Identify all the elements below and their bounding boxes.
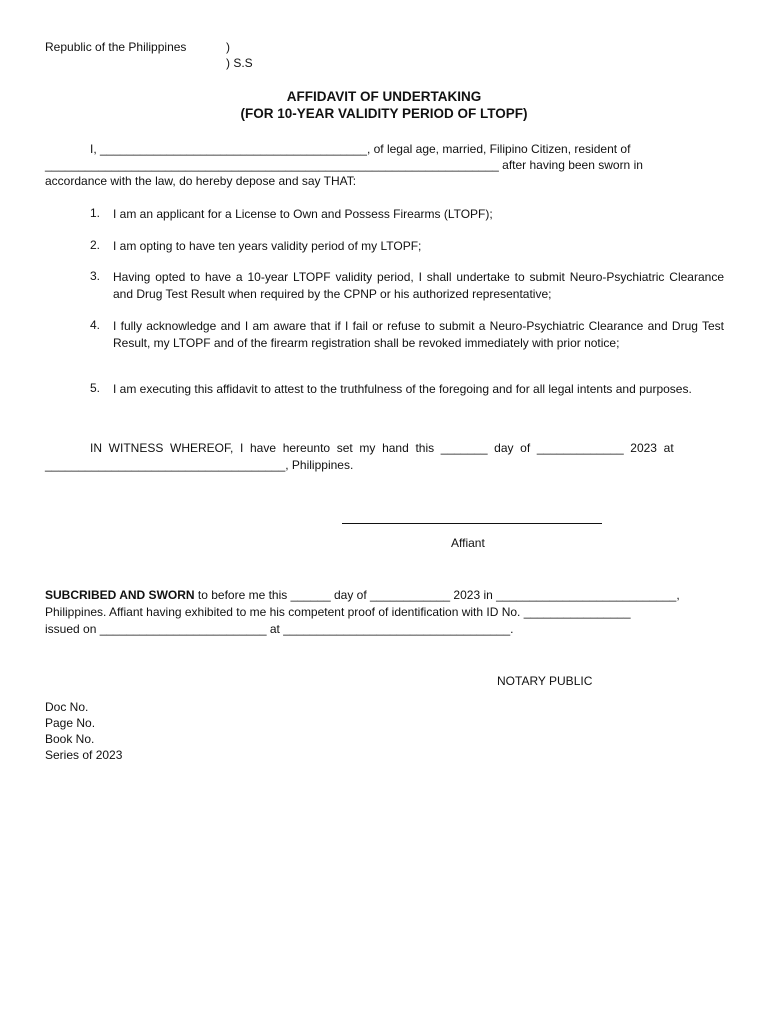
jurat-heading: SUBCRIBED AND SWORN xyxy=(45,588,195,602)
item-number: 4. xyxy=(90,318,101,332)
jurat-line-2: Philippines. Affiant having exhibited to me his competent proof of identification with ID No. ________________ xyxy=(45,605,631,619)
item-text: Having opted to have a 10-year LTOPF validity period, I shall undertake to submit Neuro-Psychiatric Clearance and Drug Test Result when required by the CPNP or his authorized representative; xyxy=(113,270,724,301)
series-label: Series of 2023 xyxy=(45,748,123,762)
item-text: I fully acknowledge and I am aware that if I fail or refuse to submit a Neuro-Psychiatric Clearance and Drug Test Result, my LTOPF and of the firearm registration shall be revoked immediately with prior notice; xyxy=(113,319,724,350)
item-number: 5. xyxy=(90,381,101,395)
doc-no-label: Doc No. xyxy=(45,700,89,714)
jurat-line-1-text: to before me this ______ day of ____________ 2023 in ___________________________, xyxy=(194,588,680,602)
affiant-label: Affiant xyxy=(451,536,485,550)
page-no-label: Page No. xyxy=(45,716,96,730)
item-number: 1. xyxy=(90,206,101,220)
intro-line-1: I, ________________________________________, of legal age, married, Filipino Citizen, resident of xyxy=(90,142,631,156)
witness-line-2: ____________________________________, Philippines. xyxy=(45,458,354,472)
item-number: 3. xyxy=(90,269,101,283)
affiant-signature-line xyxy=(342,523,602,524)
jurat-line-3: issued on _________________________ at __________________________________. xyxy=(45,622,514,636)
book-no-label: Book No. xyxy=(45,732,95,746)
republic-label: Republic of the Philippines xyxy=(45,40,187,54)
witness-line-1: IN WITNESS WHEREOF, I have hereunto set my hand this _______ day of _____________ 2023 at xyxy=(90,441,674,455)
item-text: I am executing this affidavit to attest to the truthfulness of the foregoing and for all legal intents and purposes. xyxy=(113,382,692,396)
intro-line-3: accordance with the law, do hereby depose and say THAT: xyxy=(45,174,357,188)
notary-public-label: NOTARY PUBLIC xyxy=(497,674,593,688)
jurat-line-1 xyxy=(45,587,680,604)
intro-line-2: ____________________________________________________________________ after having been sworn in xyxy=(45,158,643,172)
item-text: I am an applicant for a License to Own and Possess Firearms (LTOPF); xyxy=(113,207,493,221)
item-text: I am opting to have ten years validity period of my LTOPF; xyxy=(113,239,422,253)
document-subtitle: (FOR 10-YEAR VALIDITY PERIOD OF LTOPF) xyxy=(240,106,528,121)
document-title: AFFIDAVIT OF UNDERTAKING xyxy=(286,89,482,104)
item-number: 2. xyxy=(90,238,101,252)
ss-label: ) S.S xyxy=(226,56,253,70)
venue-bracket: ) xyxy=(226,40,230,54)
